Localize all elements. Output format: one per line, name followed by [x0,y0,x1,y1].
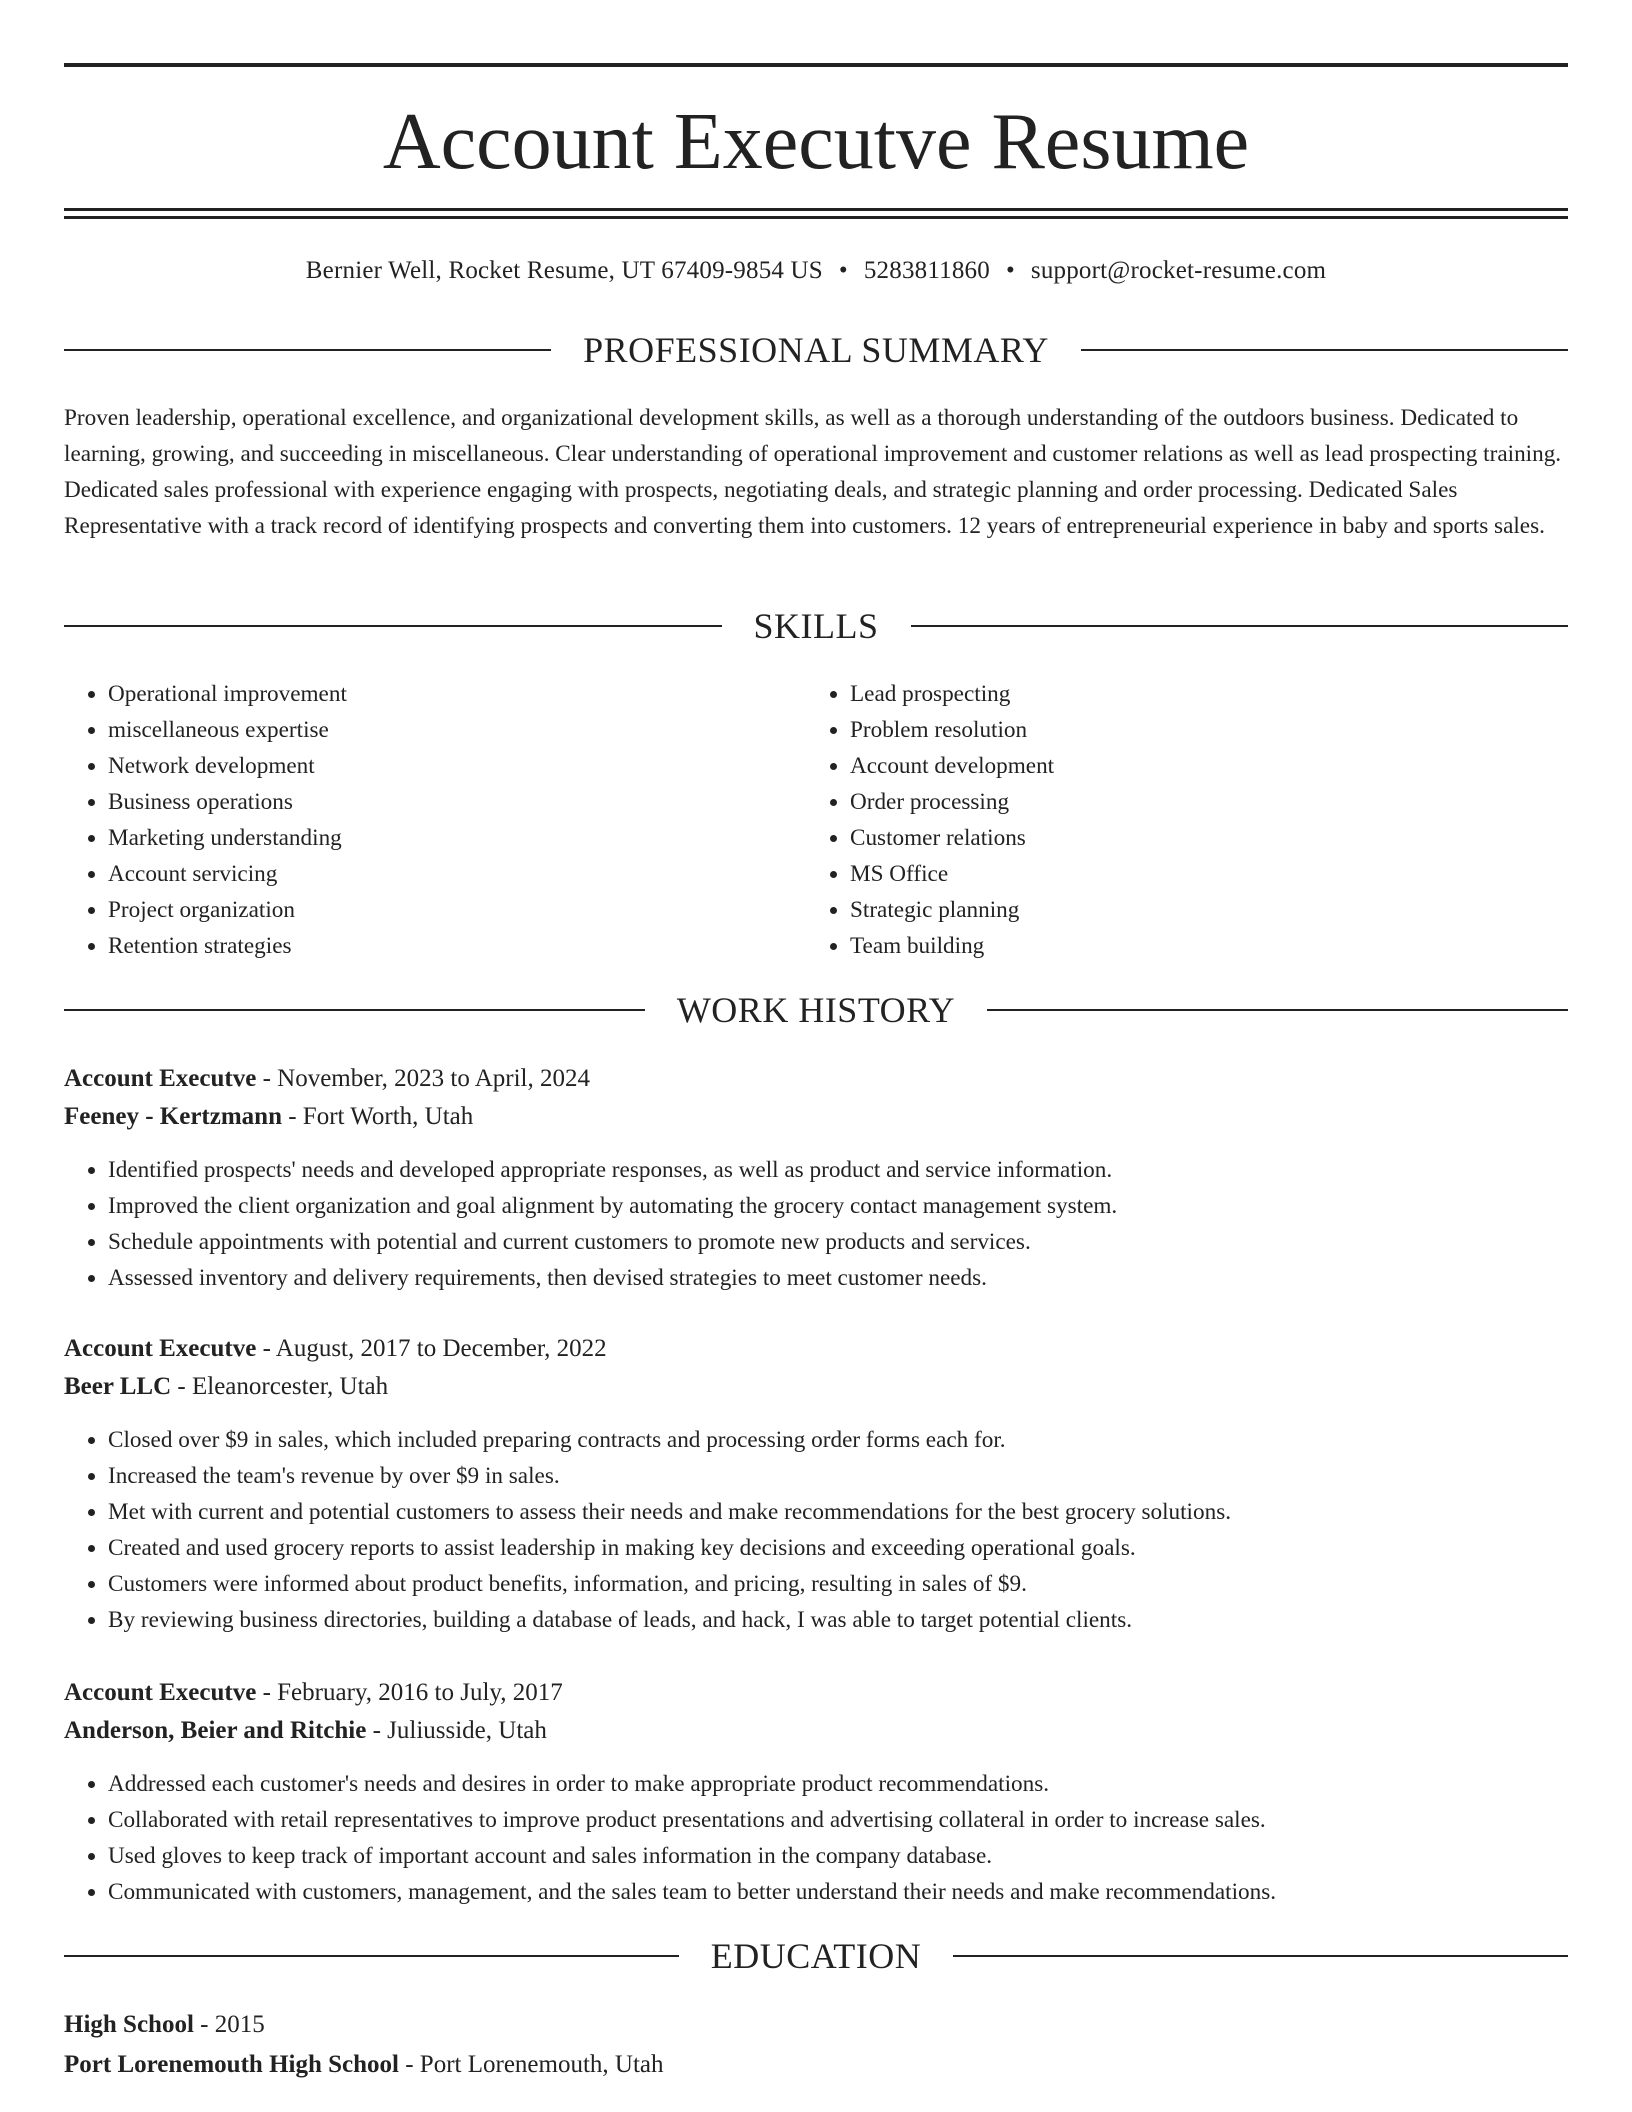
summary-paragraph: Proven leadership, operational excellence, and organizational development skills, as well as a thorough understanding of the outdoors business. Dedicated to learning, growing, and succeeding in miscellaneous. Clear understanding of operational improvement and customer relations as well as lead prospecting training. Dedicated sales professional with experience engaging with prospects, negotiating deals, and strategic planning and order processing. Dedicated Sales Representative with a track record of identifying prospects and converting them into customers. 12 years of entrepreneurial experience in baby and sports sales. [64,405,1562,539]
contact-separator: • [1005,257,1015,284]
skill-item: • Account servicing [108,856,806,892]
section-heading-label: WORK HISTORY [676,990,956,1030]
section-heading-label: SKILLS [753,606,879,646]
job-title-line [64,1676,1568,1710]
contact-line [64,254,1568,288]
job-bullet: • Assessed inventory and delivery requirements, then devised strategies to meet customer needs. [108,1260,1612,1296]
education-year: - 2015 [193,2011,265,2038]
job-bullet: • Schedule appointments with potential and current customers to promote new products and services. [108,1224,1612,1260]
title-rule-lower [64,216,1568,219]
skill-item: • Retention strategies [108,928,806,964]
skill-item: • Project organization [108,892,806,928]
education-location: - Port Lorenemouth, Utah [398,2051,664,2078]
job-bullet: • Collaborated with retail representatives to improve product presentations and advertising collateral in order to increase sales. [108,1802,1612,1838]
job-location: - Eleanorcester, Utah [171,1373,389,1400]
job-bullets [64,1766,1612,1910]
heading-rule [64,1955,679,1957]
heading-rule [987,1009,1568,1011]
section-heading-education [64,1934,1568,1978]
heading-rule [64,349,551,351]
skill-item: • Lead prospecting [850,676,1548,712]
job-title: Account Executve [64,1679,257,1706]
contact-separator: • [838,257,848,284]
education-school: Port Lorenemouth High School [64,2051,399,2078]
section-heading-work [64,988,1568,1032]
skill-item: • miscellaneous expertise [108,712,806,748]
job-bullet: • Identified prospects' needs and developed appropriate responses, as well as product and service information. [108,1152,1612,1188]
skills-column-right [806,676,1548,964]
skill-item: • Team building [850,928,1548,964]
job-title-line [64,1062,1568,1096]
top-rule [64,63,1568,67]
heading-rule [1081,349,1568,351]
job-company-line [64,1100,1568,1134]
skills-list [64,676,1568,964]
section-heading-summary [64,328,1568,372]
job-bullet: • Closed over $9 in sales, which included preparing contracts and processing order forms each for. [108,1422,1612,1458]
job-title: Account Executve [64,1065,257,1092]
heading-rule [64,625,722,627]
job-bullets [64,1422,1612,1638]
job-bullet: • By reviewing business directories, building a database of leads, and hack, I was able to target potential clients. [108,1602,1612,1638]
heading-rule [64,1009,645,1011]
education-degree: High School [64,2011,194,2038]
job-bullet: • Improved the client organization and goal alignment by automating the grocery contact management system. [108,1188,1612,1224]
job-company-line [64,1370,1568,1404]
job-bullet: • Communicated with customers, management, and the sales team to better understand their needs and make recommendations. [108,1874,1612,1910]
job-location: - Fort Worth, Utah [281,1103,474,1130]
job-company: Beer LLC [64,1373,172,1400]
skill-item: • Customer relations [850,820,1548,856]
skill-item: • MS Office [850,856,1548,892]
skills-column-left [64,676,806,964]
job-dates: - August, 2017 to December, 2022 [256,1335,607,1362]
job-bullet: • Addressed each customer's needs and desires in order to make appropriate product recommendations. [108,1766,1612,1802]
section-heading-label: EDUCATION [710,1936,922,1976]
job-company: Anderson, Beier and Ritchie [64,1717,367,1744]
contact-address: Bernier Well, Rocket Resume, UT 67409-9854 US [305,257,823,284]
job-company: Feeney - Kertzmann [64,1103,282,1130]
contact-email: support@rocket-resume.com [1030,257,1327,284]
skill-item: • Account development [850,748,1548,784]
job-bullet: • Customers were informed about product benefits, information, and pricing, resulting in sales of $9. [108,1566,1612,1602]
heading-rule [953,1955,1568,1957]
job-bullet: • Met with current and potential customers to assess their needs and make recommendations for the best grocery solutions. [108,1494,1612,1530]
skill-item: • Operational improvement [108,676,806,712]
skill-item: • Order processing [850,784,1548,820]
job-bullet: • Created and used grocery reports to assist leadership in making key decisions and exceeding operational goals. [108,1530,1612,1566]
education-degree-line [64,2008,1568,2042]
job-title: Account Executve [64,1335,257,1362]
job-bullet: • Increased the team's revenue by over $9 in sales. [108,1458,1612,1494]
job-location: - Juliusside, Utah [366,1717,547,1744]
skill-item: • Strategic planning [850,892,1548,928]
section-heading-label: PROFESSIONAL SUMMARY [583,330,1049,370]
title-rule-upper [64,208,1568,211]
skill-item: • Marketing understanding [108,820,806,856]
heading-rule [911,625,1569,627]
skill-item: • Business operations [108,784,806,820]
resume-title: Account Executve Resume [382,98,1250,186]
education-school-line [64,2048,1568,2082]
job-bullet: • Used gloves to keep track of important account and sales information in the company database. [108,1838,1612,1874]
contact-phone: 5283811860 [863,257,990,284]
job-dates: - February, 2016 to July, 2017 [256,1679,563,1706]
skill-item: • Problem resolution [850,712,1548,748]
skill-item: • Network development [108,748,806,784]
job-dates: - November, 2023 to April, 2024 [256,1065,591,1092]
job-company-line [64,1714,1568,1748]
job-bullets [64,1152,1612,1296]
job-title-line [64,1332,1568,1366]
section-heading-skills [64,604,1568,648]
